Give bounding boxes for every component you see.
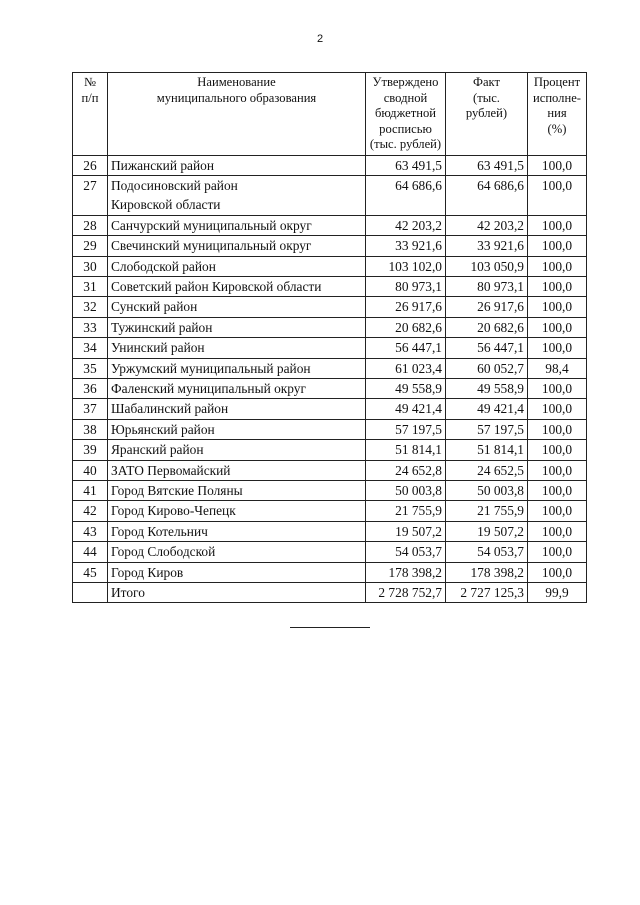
row-number-cell: 28 [73,215,108,235]
execution-percent-cell: 100,0 [528,256,587,276]
actual-amount-cell: 103 050,9 [446,256,528,276]
approved-amount-cell: 51 814,1 [366,440,446,460]
execution-percent-cell: 100,0 [528,501,587,521]
actual-amount-cell: 24 652,5 [446,460,528,480]
row-number-cell: 37 [73,399,108,419]
row-number-cell: 39 [73,440,108,460]
actual-amount-cell: 19 507,2 [446,521,528,541]
table-row [73,481,587,501]
row-number-cell: 31 [73,276,108,296]
page-number: 2 [316,33,324,45]
actual-amount-cell: 56 447,1 [446,338,528,358]
execution-percent-cell: 100,0 [528,338,587,358]
approved-amount-cell: 49 558,9 [366,378,446,398]
actual-amount-cell: 60 052,7 [446,358,528,378]
row-number-cell: 44 [73,542,108,562]
budget-execution-table [72,72,587,603]
approved-amount-cell: 49 421,4 [366,399,446,419]
municipality-name-cell: Унинский район [108,338,366,358]
table-row [73,378,587,398]
execution-percent-cell: 100,0 [528,236,587,256]
execution-percent-cell: 100,0 [528,215,587,235]
row-number-cell: 38 [73,419,108,439]
municipality-name-cell: Город Киров [108,562,366,582]
execution-percent-cell: 100,0 [528,175,587,215]
municipality-name-cell: Шабалинский район [108,399,366,419]
actual-amount-cell: 20 682,6 [446,317,528,337]
execution-percent-cell: 100,0 [528,419,587,439]
table-row [73,419,587,439]
row-number-cell: 34 [73,338,108,358]
municipality-name-cell: Сунский район [108,297,366,317]
approved-amount-cell: 103 102,0 [366,256,446,276]
execution-percent-cell: 100,0 [528,440,587,460]
total-row [73,583,587,603]
actual-amount-cell: 57 197,5 [446,419,528,439]
approved-amount-cell: 61 023,4 [366,358,446,378]
table-row [73,440,587,460]
municipality-name-cell: Подосиновский район Кировской области [108,175,366,215]
row-number-cell: 42 [73,501,108,521]
municipality-name-cell: Слободской район [108,256,366,276]
table-row [73,215,587,235]
end-of-document-rule [290,627,370,628]
approved-amount-cell: 56 447,1 [366,338,446,358]
table-row [73,460,587,480]
municipality-name-cell: Город Котельнич [108,521,366,541]
row-number-cell: 43 [73,521,108,541]
row-number-cell: 30 [73,256,108,276]
actual-amount-cell: 42 203,2 [446,215,528,235]
municipality-name-cell: Санчурский муниципальный округ [108,215,366,235]
approved-amount-cell: 57 197,5 [366,419,446,439]
municipality-name-cell: Тужинский район [108,317,366,337]
approved-amount-cell: 26 917,6 [366,297,446,317]
approved-amount-cell: 2 728 752,7 [366,583,446,603]
approved-amount-cell: 50 003,8 [366,481,446,501]
execution-percent-cell: 100,0 [528,460,587,480]
row-number-cell [73,583,108,603]
table-row [73,399,587,419]
actual-amount-cell: 2 727 125,3 [446,583,528,603]
actual-amount-cell: 80 973,1 [446,276,528,296]
table-row [73,175,587,215]
table-row [73,276,587,296]
execution-percent-cell: 98,4 [528,358,587,378]
table-body [73,155,587,603]
municipality-name-cell: Город Кирово-Чепецк [108,501,366,521]
table-row [73,317,587,337]
row-number-cell: 35 [73,358,108,378]
table-row [73,256,587,276]
approved-amount-cell: 20 682,6 [366,317,446,337]
municipality-name-cell: Фаленский муниципальный округ [108,378,366,398]
municipality-name-cell: ЗАТО Первомайский [108,460,366,480]
approved-amount-cell: 19 507,2 [366,521,446,541]
approved-amount-cell: 80 973,1 [366,276,446,296]
row-number-cell: 33 [73,317,108,337]
actual-amount-cell: 21 755,9 [446,501,528,521]
execution-percent-cell: 100,0 [528,317,587,337]
execution-percent-cell: 100,0 [528,297,587,317]
row-number-cell: 27 [73,175,108,215]
approved-amount-cell: 21 755,9 [366,501,446,521]
actual-amount-cell: 178 398,2 [446,562,528,582]
municipality-name-cell: Уржумский муниципальный район [108,358,366,378]
row-number-cell: 29 [73,236,108,256]
header-approved-budget: Утверждено сводной бюджетной росписью (тыс. рублей) [366,73,446,156]
table-row [73,562,587,582]
row-number-cell: 32 [73,297,108,317]
municipality-name-cell: Свечинский муниципальный округ [108,236,366,256]
table-row [73,358,587,378]
table-header-row [73,73,587,156]
row-number-cell: 40 [73,460,108,480]
row-number-cell: 41 [73,481,108,501]
execution-percent-cell: 100,0 [528,276,587,296]
table-row [73,542,587,562]
actual-amount-cell: 33 921,6 [446,236,528,256]
execution-percent-cell: 100,0 [528,399,587,419]
row-number-cell: 45 [73,562,108,582]
actual-amount-cell: 51 814,1 [446,440,528,460]
municipality-name-cell: Итого [108,583,366,603]
actual-amount-cell: 64 686,6 [446,175,528,215]
approved-amount-cell: 33 921,6 [366,236,446,256]
actual-amount-cell: 26 917,6 [446,297,528,317]
table-row [73,155,587,175]
approved-amount-cell: 178 398,2 [366,562,446,582]
approved-amount-cell: 24 652,8 [366,460,446,480]
municipality-name-cell: Пижанский район [108,155,366,175]
actual-amount-cell: 49 558,9 [446,378,528,398]
table-row [73,521,587,541]
approved-amount-cell: 42 203,2 [366,215,446,235]
actual-amount-cell: 54 053,7 [446,542,528,562]
table-row [73,501,587,521]
table-row [73,236,587,256]
execution-percent-cell: 100,0 [528,378,587,398]
execution-percent-cell: 100,0 [528,521,587,541]
execution-percent-cell: 99,9 [528,583,587,603]
header-row-number: № п/п [73,73,108,156]
execution-percent-cell: 100,0 [528,542,587,562]
approved-amount-cell: 54 053,7 [366,542,446,562]
actual-amount-cell: 50 003,8 [446,481,528,501]
approved-amount-cell: 64 686,6 [366,175,446,215]
approved-amount-cell: 63 491,5 [366,155,446,175]
actual-amount-cell: 49 421,4 [446,399,528,419]
municipality-name-cell: Город Слободской [108,542,366,562]
municipality-name-cell: Советский район Кировской области [108,276,366,296]
row-number-cell: 36 [73,378,108,398]
table-row [73,297,587,317]
row-number-cell: 26 [73,155,108,175]
table-row [73,338,587,358]
header-actual: Факт (тыс. рублей) [446,73,528,156]
execution-percent-cell: 100,0 [528,155,587,175]
actual-amount-cell: 63 491,5 [446,155,528,175]
municipality-name-cell: Город Вятские Поляны [108,481,366,501]
municipality-name-cell: Яранский район [108,440,366,460]
execution-percent-cell: 100,0 [528,562,587,582]
execution-percent-cell: 100,0 [528,481,587,501]
municipality-name-cell: Юрьянский район [108,419,366,439]
header-execution-percent: Процент исполне- ния (%) [528,73,587,156]
header-municipality-name: Наименование муниципального образования [108,73,366,156]
